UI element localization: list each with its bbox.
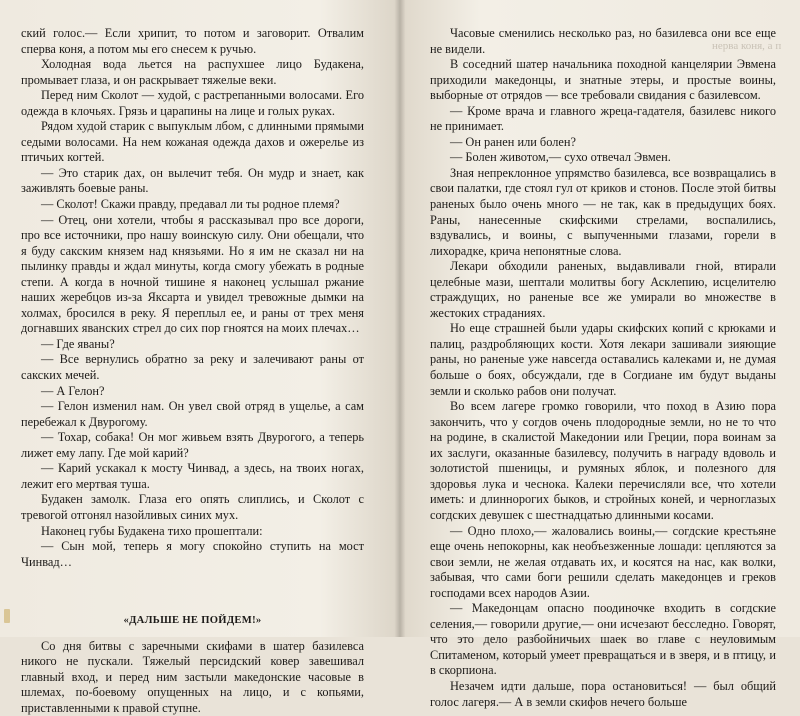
right-paragraph: — Македонцам опасно поодиночке входить в согдские селения,— говорили другие,— они исчезают бесследно. Говорят, что это дело разбойничьих шаек во главе с неуловимым Спитаменом, который умеет превращаться и в зверя, и в птицу, и в скорпиона. xyxy=(430,601,776,678)
right-paragraph: — Болен животом,— сухо отвечал Эвмен. xyxy=(450,150,671,165)
right-paragraph: — Он ранен или болен? xyxy=(450,134,576,149)
section-gap xyxy=(21,570,364,592)
left-paragraph: — Все вернулись обратно за реку и залечивают раны от сакских мечей. xyxy=(21,352,364,383)
show-through-text: нерва коня, а п xyxy=(712,40,782,52)
left-paragraph: — Сколот! Скажи правду, предавал ли ты родное племя? xyxy=(41,197,340,212)
right-paragraph: Часовые сменились несколько раз, но базилевса они все еще не видели. xyxy=(430,26,776,56)
left-paragraph: Холодная вода льется на распухшее лицо Будакена, промывает глаза, и он раскрывает тяжелые веки. xyxy=(21,57,364,87)
left-paragraph: Будакен замолк. Глаза его опять слиплись, и Сколот с тревогой отгонял назойливых синих мух. xyxy=(21,492,364,522)
left-paragraph: Рядом худой старик с выпуклым лбом, с длинными прямыми седыми волосами. На нем кожаная одежда дахов и ожерелье из птичьих когтей. xyxy=(21,119,364,165)
left-paragraph: — Тохар, собака! Он мог живьем взять Двурогого, а теперь лижет ему лапу. Где мой карий? xyxy=(21,430,364,460)
right-paragraph: Во всем лагере громко говорили, что поход в Азию пора закончить, что у согдов очень плодородные земли, но не то что на родине, в скалистой Македонии или Греции, пора воинам за их заслуги, оказанные базилевсу, получить в награду вдоволь и золотистой пшеницы, и румяных яблок, и полезного для здоровья лука и чеснока. Калеки перечисляли все, что хотели иметь: и длиннорогих быков, и стройных коней, и черноглазых согдских девушек с шестнадцатью длинными косами. xyxy=(430,399,776,522)
chapter-first-paragraph: Со дня битвы с заречными скифами в шатер базилевса никого не пускали. Тяжелый персидский ковер завешивал главный вход, и перед ним застыли македонские часовые в шлемах, по-боевому опущенных на лицо, и с копьями, приставленными к правой ступне. xyxy=(21,638,364,715)
right-paragraph: В соседний шатер начальника походной канцелярии Эвмена приходили македонцы, и знатные этеры, и простые воины, выборные от отрядов — все требовали свидания с базилевсом. xyxy=(430,57,776,103)
left-paragraph: Перед ним Сколот — худой, с растрепанными волосами. Его одежда в клочьях. Грязь и царапины на лице и голых руках. xyxy=(21,88,364,118)
left-paragraph: — Сын мой, теперь я могу спокойно ступить на мост Чинвад… xyxy=(21,539,364,569)
page-edge-mark xyxy=(4,609,10,623)
left-paragraph: — Это старик дах, он вылечит тебя. Он мудр и знает, как заживлять боевые раны. xyxy=(21,165,364,196)
right-paragraph: Зная непреклонное упрямство базилевса, все возвращались в свои палатки, где стоял гул от криков и стонов. После этой битвы раненых было очень много — не так, как в предыдущих боях. Раны, нанесенные скифскими стрелами, воспалились, вздувались, и воины, с выпученными глазами, горели в лихорадке, крича непонятные слова. xyxy=(430,165,776,258)
right-paragraph: Но еще страшней были удары скифских копий с крюками и палиц, раздробляющих кости. Хотя лекари зашивали зияющие раны, но раненые уже навсегда оставались калеками и, не думая больше о боях, обсуждали, где в Согдиане им будут выданы земли и сколько рабов они получат. xyxy=(430,321,776,398)
left-paragraph: ский голос.— Если хрипит, то потом и заговорит. Отвалим сперва коня, а потом мы его снесем к ручью. xyxy=(21,26,364,56)
right-paragraph: Лекари обходили раненых, выдавливали гной, втирали целебные мази, шептали молитвы богу Асклепию, исцелителю страждущих, но раненые все же умирали во множестве в жестоких страданиях. xyxy=(430,259,776,320)
right-page xyxy=(430,26,776,710)
left-paragraph: — Карий ускакал к мосту Чинвад, а здесь, на твоих ногах, лежит его мертвая туша. xyxy=(21,461,364,491)
right-paragraph: — Кроме врача и главного жреца-гадателя, базилевс никого не принимает. xyxy=(430,103,776,134)
right-paragraph: Незачем идти дальше, пора остановиться! — был общий голос лагеря.— А в земли скифов нечего больше xyxy=(430,678,776,709)
chapter-title: «ДАЛЬШЕ НЕ ПОЙДЕМ!» xyxy=(123,615,262,627)
left-paragraph: Наконец губы Будакена тихо прошептали: xyxy=(41,523,263,538)
left-paragraph: — Отец, они хотели, чтобы я рассказывал про все дороги, про все источники, про нашу воинскую силу. Они обещали, что я буду сакским князем над князьями. Но я им не сказал ни на пылинку правды и ждал минуты, когда смогу убежать в родные степи. А когда в ночной тишине я наконец услышал ржание наших жеребцов из-за Яксарта и увидел тревожные дымки на холмах, бросился в реку. Я переплыл ее, и раны от трех меня догнавших яванских стрел до сих пор гноятся на моих плечах… xyxy=(21,212,364,336)
right-paragraph: — Одно плохо,— жаловались воины,— согдские крестьяне еще очень непокорны, как необъезженные лошади: цепляются за свои земли, не желая отдавать их, и косятся на нас, как волки, забывая, что сами боги решили сделать македонцев и греков господами всех народов Азии. xyxy=(430,523,776,600)
left-paragraph: — А Гелон? xyxy=(41,383,105,398)
left-paragraph: — Где яваны? xyxy=(41,336,115,351)
left-paragraph: — Гелон изменил нам. Он увел свой отряд в ущелье, а сам перебежал к Двурогому. xyxy=(21,399,364,429)
left-page xyxy=(21,26,364,716)
